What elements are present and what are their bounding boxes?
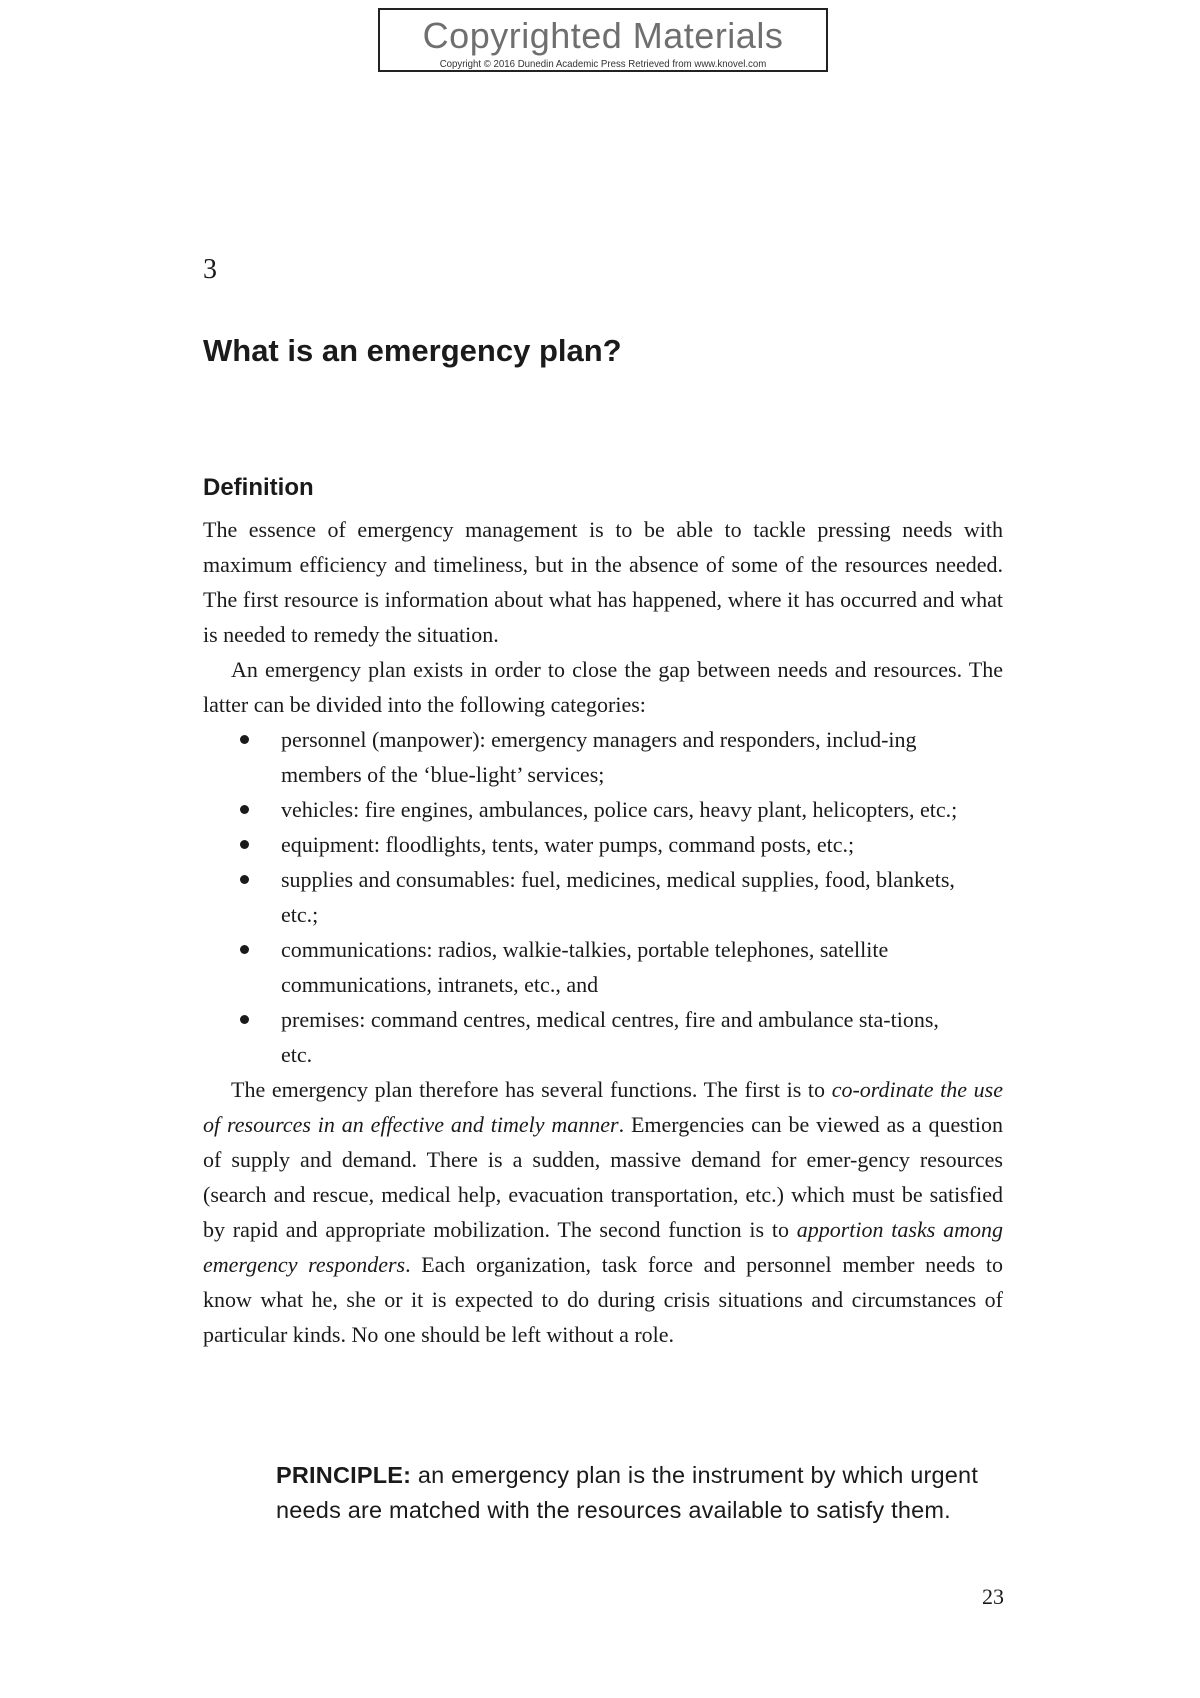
stamp-subtitle: Copyright © 2016 Dunedin Academic Press Retrieved from www.knovel.com bbox=[439, 58, 767, 70]
functions-text-3: . Each organization, task force and personnel member needs to know what he, she or it is expected to do during crisis situations and circumstances of particular kinds. No one should be left without a role. bbox=[203, 1252, 1003, 1347]
body-text bbox=[203, 512, 1003, 1352]
paragraph-functions bbox=[203, 1072, 1003, 1352]
resource-category-list bbox=[203, 722, 1003, 1072]
chapter-title: What is an emergency plan? bbox=[203, 333, 622, 368]
section-heading: Definition bbox=[203, 474, 314, 501]
paragraph-essence: The essence of emergency management is to be able to tackle pressing needs with maximum efficiency and timeliness, but in the absence of some of the resources needed. The first resource is information about what has happened, where it has occurred and what is needed to remedy the situation. bbox=[203, 517, 1003, 647]
list-item: communications: radios, walkie-talkies, portable telephones, satellite communications, intranets, etc., and bbox=[203, 932, 1003, 1002]
functions-italic-2: apportion tasks among emergency responders bbox=[203, 1217, 1003, 1277]
stamp-title: Copyrighted Materials bbox=[422, 15, 784, 56]
functions-italic-1: co-ordinate the use of resources in an effective and timely manner bbox=[203, 1077, 1004, 1137]
list-item: supplies and consumables: fuel, medicines, medical supplies, food, blankets, etc.; bbox=[203, 862, 1003, 932]
page-number: 23 bbox=[982, 1584, 1004, 1609]
chapter-number: 3 bbox=[203, 254, 217, 285]
paragraph-plan-exists: An emergency plan exists in order to close the gap between needs and resources. The latter can be divided into the following categories: bbox=[203, 657, 1003, 717]
functions-text-1: The emergency plan therefore has several functions. The first is to bbox=[231, 1077, 832, 1102]
functions-text-2: . Emergencies can be viewed as a question of supply and demand. There is a sudden, massive demand for emer-gency resources (search and rescue, medical help, evacuation transportation, etc.) which must be satisfied by rapid and appropriate mobilization. The second function is to bbox=[203, 1112, 1003, 1242]
principle-label: PRINCIPLE: bbox=[276, 1462, 412, 1488]
list-item: vehicles: fire engines, ambulances, police cars, heavy plant, helicopters, etc.; bbox=[203, 792, 1003, 827]
list-item: personnel (manpower): emergency managers and responders, includ-ing members of the ‘blue-light’ services; bbox=[203, 722, 1003, 792]
list-item: premises: command centres, medical centres, fire and ambulance sta-tions, etc. bbox=[203, 1002, 1003, 1072]
principle-text: an emergency plan is the instrument by which urgent needs are matched with the resources available to satisfy them. bbox=[276, 1462, 979, 1523]
principle-callout bbox=[276, 1458, 1006, 1528]
list-item: equipment: floodlights, tents, water pumps, command posts, etc.; bbox=[203, 827, 1003, 862]
copyright-stamp bbox=[378, 8, 828, 72]
